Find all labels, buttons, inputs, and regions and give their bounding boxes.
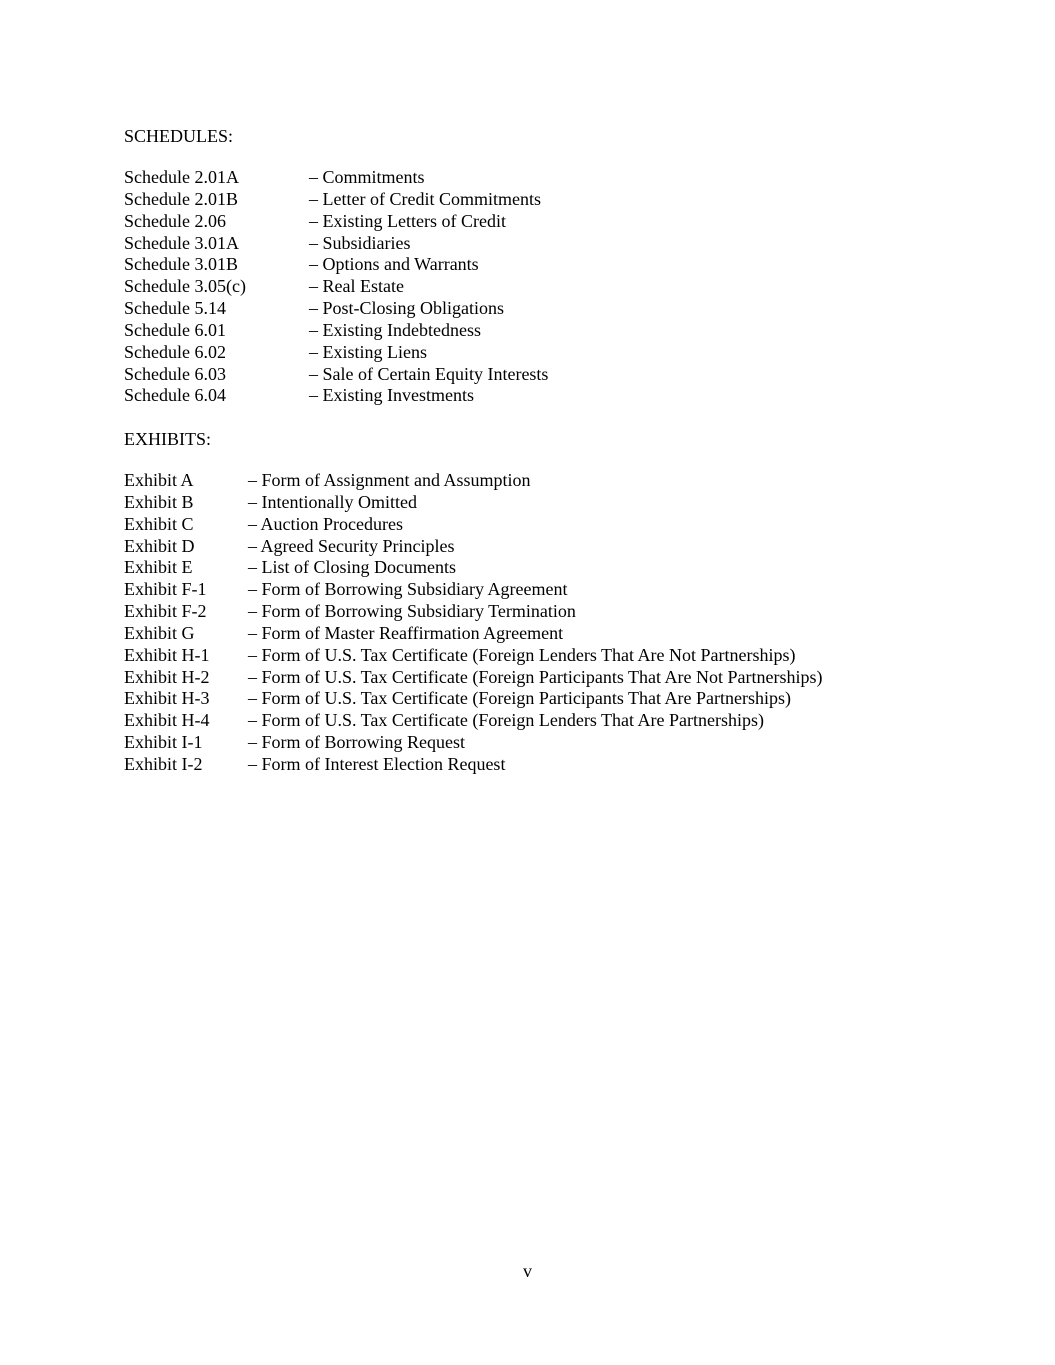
exhibit-description: – Form of Borrowing Request [248,732,465,753]
exhibit-description: – Agreed Security Principles [248,535,455,556]
exhibit-row [124,536,822,558]
exhibit-description: – Form of U.S. Tax Certificate (Foreign Lenders That Are Not Partnerships) [248,644,796,665]
exhibit-row [124,579,822,601]
schedule-row [124,167,548,189]
exhibits-list [124,470,822,776]
exhibit-label: Exhibit F-2 [124,601,207,622]
exhibits-heading: EXHIBITS: [124,429,211,449]
page-number: v [523,1261,532,1281]
exhibit-label: Exhibit H-4 [124,710,210,731]
schedule-label: Schedule 2.01B [124,188,238,209]
exhibit-row [124,470,822,492]
schedule-description: – Post-Closing Obligations [309,298,505,319]
exhibit-label: Exhibit A [124,470,194,490]
exhibit-description: – List of Closing Documents [248,557,456,578]
schedule-label: Schedule 3.01A [124,232,239,253]
schedule-label: Schedule 6.03 [124,363,226,384]
schedule-row [124,342,548,364]
exhibit-label: Exhibit C [124,513,194,534]
schedule-row [124,385,548,407]
exhibit-description: – Form of Borrowing Subsidiary Agreement [248,579,568,600]
exhibit-row [124,623,822,645]
schedule-row [124,364,548,386]
exhibit-label: Exhibit G [124,622,195,643]
exhibit-description: – Form of U.S. Tax Certificate (Foreign Lenders That Are Partnerships) [248,710,764,731]
exhibit-row [124,688,822,710]
exhibit-description: – Auction Procedures [248,513,403,534]
schedule-label: Schedule 3.05(c) [124,276,246,297]
schedule-row [124,254,548,276]
schedule-label: Schedule 6.02 [124,341,226,362]
exhibit-label: Exhibit H-2 [124,666,210,687]
schedule-description: – Sale of Certain Equity Interests [309,363,549,384]
schedule-label: Schedule 2.01A [124,167,239,187]
exhibit-row [124,667,822,689]
schedule-description: – Existing Letters of Credit [309,210,506,231]
schedule-row [124,320,548,342]
schedule-description: – Letter of Credit Commitments [309,188,541,209]
schedule-label: Schedule 6.04 [124,385,226,406]
exhibit-description: – Intentionally Omitted [248,491,417,512]
schedule-label: Schedule 2.06 [124,210,226,231]
schedule-row [124,233,548,255]
exhibit-row [124,732,822,754]
exhibit-row [124,492,822,514]
schedule-description: – Commitments [309,167,425,187]
exhibit-row [124,514,822,536]
schedules-heading: SCHEDULES: [124,126,234,146]
exhibit-label: Exhibit F-1 [124,579,207,600]
schedule-label: Schedule 6.01 [124,319,226,340]
exhibit-description: – Form of Borrowing Subsidiary Termination [248,601,576,622]
exhibit-label: Exhibit E [124,557,193,578]
exhibit-label: Exhibit H-3 [124,688,210,709]
schedule-description: – Options and Warrants [309,254,479,275]
schedule-description: – Existing Indebtedness [309,319,481,340]
schedule-row [124,211,548,233]
exhibit-description: – Form of U.S. Tax Certificate (Foreign Participants That Are Partnerships) [248,688,791,709]
schedule-description: – Existing Investments [309,385,474,406]
schedule-row [124,298,548,320]
exhibit-description: – Form of Assignment and Assumption [248,470,531,490]
schedule-row [124,276,548,298]
schedules-list [124,167,548,407]
exhibit-label: Exhibit D [124,535,195,556]
exhibit-label: Exhibit H-1 [124,644,210,665]
exhibit-row [124,601,822,623]
exhibit-row [124,557,822,579]
schedule-label: Schedule 5.14 [124,298,226,319]
exhibit-description: – Form of Master Reaffirmation Agreement [248,622,564,643]
exhibit-description: – Form of U.S. Tax Certificate (Foreign Participants That Are Not Partnerships) [248,666,823,687]
schedule-label: Schedule 3.01B [124,254,238,275]
schedule-row [124,189,548,211]
exhibit-row [124,645,822,667]
exhibit-label: Exhibit I-2 [124,753,203,774]
schedule-description: – Subsidiaries [309,232,411,253]
exhibit-row [124,754,822,776]
exhibit-description: – Form of Interest Election Request [248,753,506,774]
schedule-description: – Real Estate [309,276,404,297]
exhibit-label: Exhibit B [124,491,194,512]
exhibit-row [124,710,822,732]
schedule-description: – Existing Liens [309,341,427,362]
exhibit-label: Exhibit I-1 [124,732,203,753]
